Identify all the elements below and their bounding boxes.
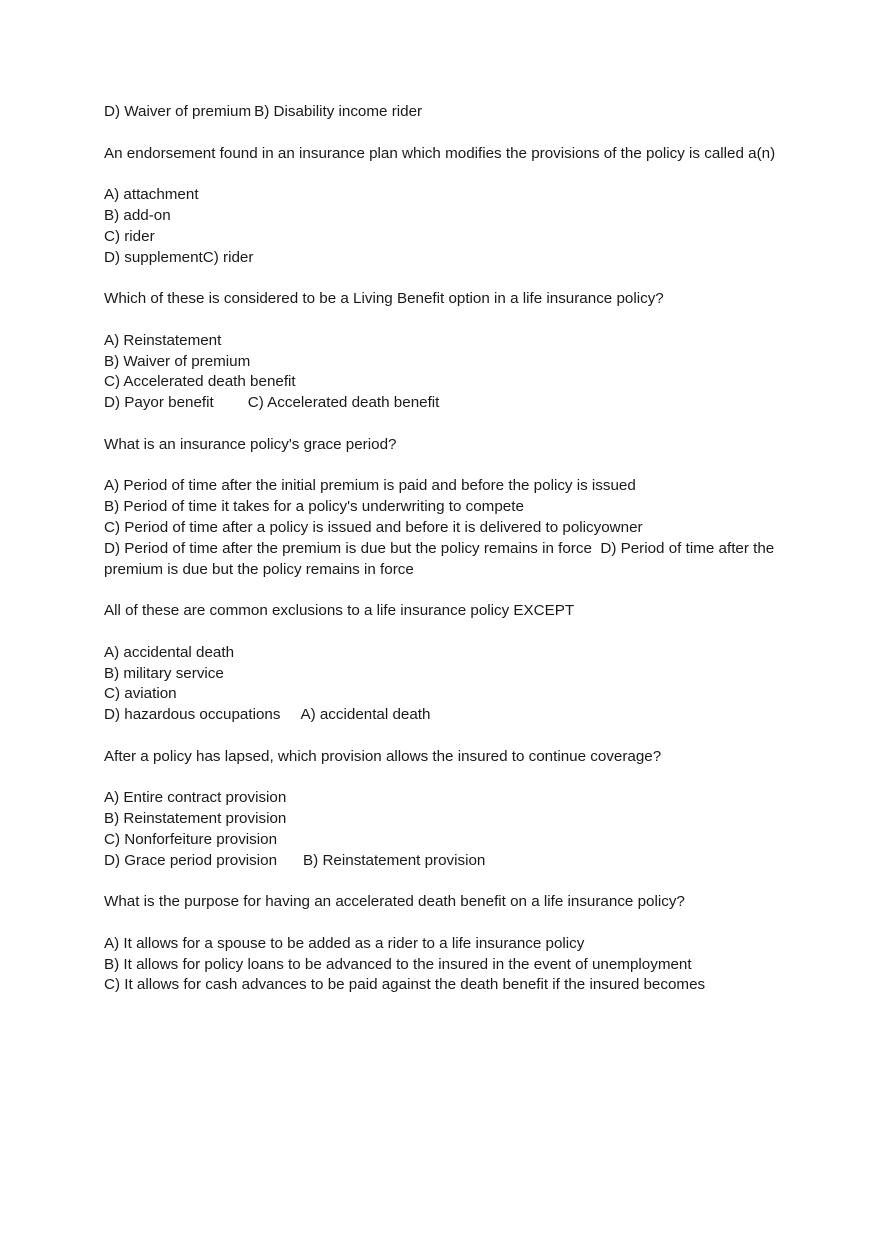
option: D) Payor benefit — [104, 394, 214, 412]
option: C) Nonforfeiture provision — [104, 830, 278, 848]
option: A) Reinstatement — [104, 331, 222, 349]
option: C) Accelerated death benefit — [104, 373, 296, 391]
option: B) Period of time it takes for a policy's underwriting to compete — [104, 498, 524, 516]
option: B) military service — [104, 664, 224, 682]
option: B) It allows for policy loans to be advanced to the insured in the event of unemployment — [104, 955, 692, 973]
option: B) Waiver of premium — [104, 352, 251, 370]
answer: D) Period of time after the premium is due but the policy remains in force — [104, 539, 775, 578]
option-with-answer — [104, 851, 794, 872]
question-text: Which of these is considered to be a Living Benefit option in a life insurance policy? — [104, 290, 664, 308]
option: D) hazardous occupations — [104, 706, 281, 724]
option-with-answer — [104, 705, 794, 726]
option: D) Waiver of premium — [104, 103, 252, 120]
question-text: An endorsement found in an insurance plan which modifies the provisions of the policy is called a(n) — [104, 144, 776, 162]
option-with-answer — [104, 539, 794, 581]
option: A) Entire contract provision — [104, 789, 287, 807]
question-block — [104, 747, 794, 872]
question-block — [104, 435, 794, 581]
question-block — [104, 892, 794, 996]
question-text: What is an insurance policy's grace period? — [104, 435, 397, 453]
option: C) aviation — [104, 685, 177, 703]
option: A) Period of time after the initial premium is paid and before the policy is issued — [104, 477, 636, 495]
option: A) accidental death — [104, 643, 235, 661]
answer: C) rider — [202, 248, 254, 266]
intro-line — [104, 102, 794, 123]
question-text: What is the purpose for having an accelerated death benefit on a life insurance policy? — [104, 893, 685, 911]
option: A) It allows for a spouse to be added as a rider to a life insurance policy — [104, 934, 585, 952]
question-block — [104, 144, 794, 269]
option: B) add-on — [104, 206, 171, 224]
option: D) supplement — [104, 248, 203, 266]
answer: B) Reinstatement provision — [303, 851, 486, 869]
option-with-answer — [104, 248, 794, 269]
answer: A) accidental death — [300, 706, 431, 724]
option: B) Reinstatement provision — [104, 810, 287, 828]
answer: C) Accelerated death benefit — [247, 394, 440, 412]
question-text: After a policy has lapsed, which provision allows the insured to continue coverage? — [104, 747, 662, 765]
option: C) Period of time after a policy is issued and before it is delivered to policyowner — [104, 518, 643, 536]
option: D) Period of time after the premium is due but the policy remains in force — [104, 539, 592, 557]
option: A) attachment — [104, 186, 199, 204]
answer: B) Disability income rider — [254, 103, 423, 120]
question-block — [104, 601, 794, 726]
option-with-answer — [104, 393, 794, 414]
option: C) rider — [104, 227, 155, 245]
option: D) Grace period provision — [104, 851, 278, 869]
question-text: All of these are common exclusions to a life insurance policy EXCEPT — [104, 602, 575, 620]
document-page — [104, 102, 794, 996]
question-block — [104, 289, 794, 414]
option: C) It allows for cash advances to be paid against the death benefit if the insured becomes — [104, 976, 706, 994]
